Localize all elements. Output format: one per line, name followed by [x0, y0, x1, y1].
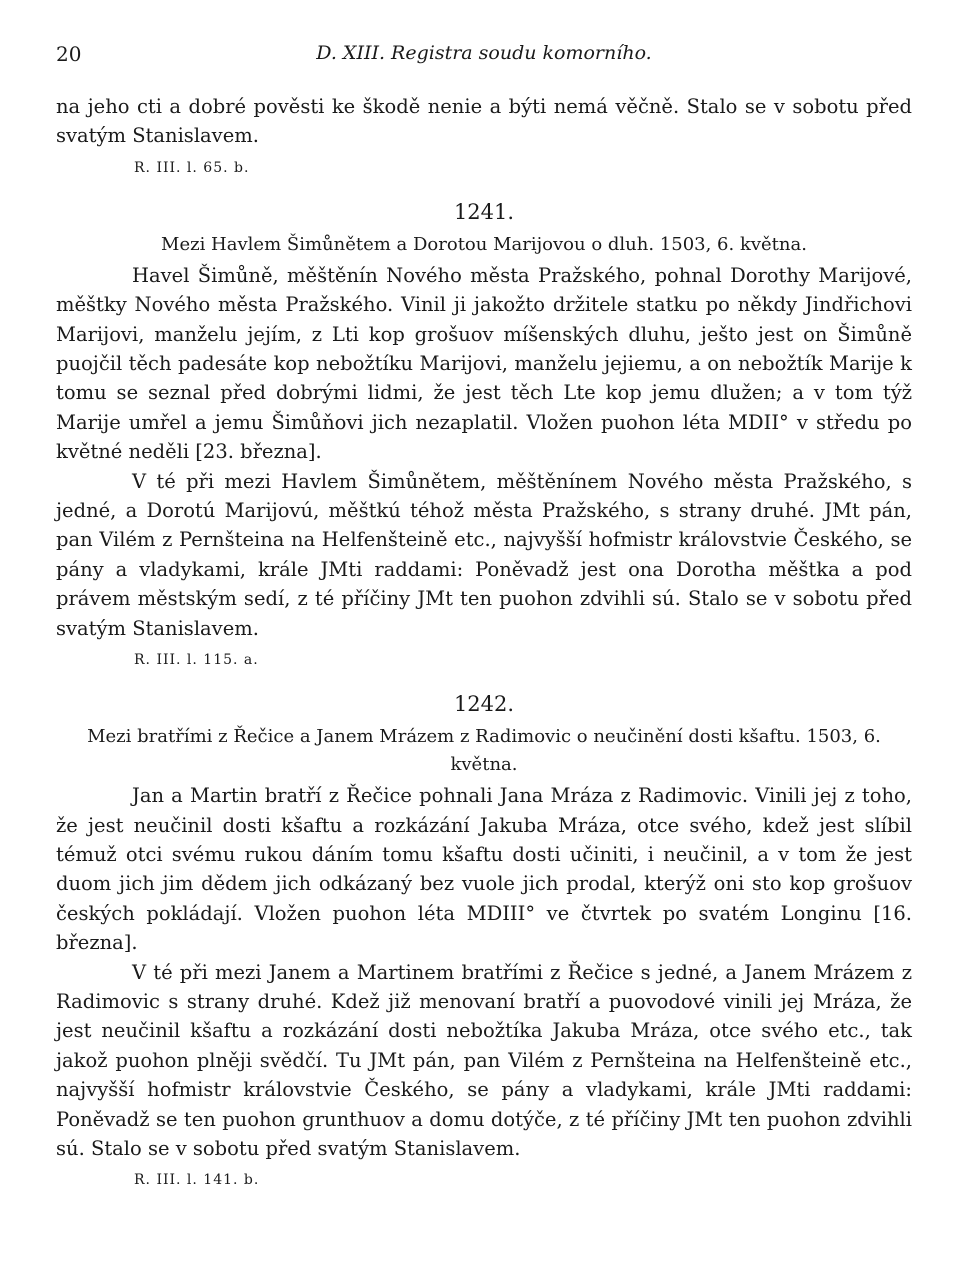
- entry-number: 1242.: [453, 692, 515, 717]
- entry-title: Mezi Havlem Šimůnětem a Dorotou Marijovou o dluh. 1503, 6. května.: [161, 233, 807, 255]
- archive-reference: R. III. l. 65. b.: [134, 159, 250, 176]
- continuation-paragraph: na jeho cti a dobré pověsti ke škodě nenie a býti nemá věčně. Stalo se v sobotu před svatým Stanislavem.: [56, 95, 912, 148]
- entry-1242: [56, 689, 912, 1189]
- entry-1241: [56, 197, 912, 669]
- page-body: [56, 92, 912, 1189]
- entry-paragraph: V té při mezi Janem a Martinem bratřími z Řečice s jedné, a Janem Mrázem z Radimovic s strany druhé. Kdež již menovaní bratří a puovodové vinili jej Mráza, že jest neučinil kšaftu a rozkázání dosti nebožtíka Jakuba Mráza, otce svého etc., tak jakož puohon plněji svědčí. Tu JMt pán, pan Vilém z Pernšteina na Helfenšteině etc., najvyšší hofmistr královstvie Českého, se pány a vladykami, krále JMti raddami: Poněvadž se ten puohon grunthuov a domu dotýče, z té příčiny JMt ten puohon zdvihli sú. Stalo se v sobotu před svatým Stanislavem.: [56, 960, 912, 1160]
- entry-title: Mezi bratřími z Řečice a Janem Mrázem z Radimovic o neučinění dosti kšaftu. 1503, 6. května.: [87, 726, 881, 776]
- entry-paragraph: Havel Šimůně, měštěnín Nového města Pražského, pohnal Dorothy Marijové, měštky Nového města Pražského. Vinil ji jakožto držitele statku po někdy Jindřichovi Marijovi, manželu jejím, z Lti kop grošuov míšenských dluhu, ješto jest on Šimůně puojčil těch padesáte kop nebožtíku Marijovi, manželu jejiemu, a on nebožtík Marije k tomu se seznal před dobrými lidmi, že jest těch Lte kop jemu dlužen; a v tom týž Marije umřel a jemu Šimůňovi jich nezaplatil. Vložen puohon léta MDII° v středu po květné neděli [23. března].: [56, 263, 912, 464]
- running-title: D. XIII. Registra soudu komorního.: [316, 42, 652, 64]
- entry-number: 1241.: [453, 199, 515, 224]
- page-number: 20: [56, 42, 82, 66]
- entry-paragraph: V té při mezi Havlem Šimůnětem, měštěnínem Nového města Pražského, s jedné, a Dorotú Marijovú, měštkú téhož města Pražského, s strany druhé. JMt pán, pan Vilém z Pernšteina na Helfenšteině etc., najvyšší hofmistr královstvie Českého, se pány a vladykami, krále JMti raddami: Poněvadž jest ona Dorotha měštka a pod právem městským sedí, z té příčiny JMt ten puohon zdvihli sú. Stalo se v sobotu před svatým Stanislavem.: [56, 469, 912, 640]
- archive-reference: R. III. l. 115. a.: [134, 652, 259, 669]
- entry-paragraph: Jan a Martin bratří z Řečice pohnali Jana Mráza z Radimovic. Vinili jej z toho, že jest neučinil dosti kšaftu a rozkázání Jakuba Mráza, otce svého, kdež jest slíbil témuž otci svému rukou dáním tomu kšaftu dosti učiniti, i neučinil, a v tom že jest duom jich jim dědem jich odkázaný bez vuole jich prodal, kterýž oni sto kop grošuov českých pokládají. Vložen puohon léta MDIII° ve čtvrtek po svatém Longinu [16. března].: [56, 784, 912, 955]
- page-header: [56, 42, 912, 72]
- archive-reference: R. III. l. 141. b.: [134, 1172, 260, 1189]
